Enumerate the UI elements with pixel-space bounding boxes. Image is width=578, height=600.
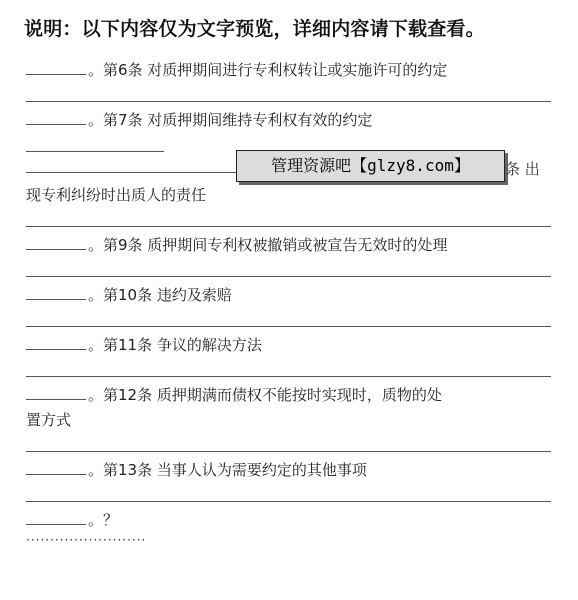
fill-blank (26, 335, 86, 350)
fill-blank (26, 235, 86, 250)
fill-blank (26, 110, 86, 125)
preview-notice: 说明：以下内容仅为文字预览，详细内容请下载查看。 (24, 18, 485, 40)
article-11: 。第11条 争议的解决方法 (26, 333, 551, 358)
document-body (26, 58, 551, 547)
watermark-banner: 管理资源吧【glzy8.com】 (236, 150, 505, 182)
article-8-blank-line (26, 172, 236, 173)
article-12-continuation: 置方式 (26, 411, 72, 429)
fill-blank (26, 460, 86, 475)
answer-line (26, 483, 551, 508)
answer-line (26, 358, 551, 383)
article-12: 。第12条 质押期满而债权不能按时实现时，质物的处 (26, 383, 551, 408)
article-10: 。第10条 违约及索赔 (26, 283, 551, 308)
article-13: 。第13条 当事人认为需要约定的其他事项 (26, 458, 551, 483)
answer-line (26, 308, 551, 333)
fill-blank (26, 60, 86, 75)
answer-line (26, 208, 551, 233)
article-9: 。第9条 质押期间专利权被撤销或被宣告无效时的处理 (26, 233, 551, 258)
dotted-leader: ························· (26, 533, 147, 547)
answer-line (26, 433, 551, 458)
fill-blank (26, 285, 86, 300)
article-8-continuation: 现专利纠纷时出质人的责任 (26, 186, 207, 204)
fill-blank (26, 510, 86, 525)
answer-line (26, 83, 551, 108)
article-8-tail: 条 出 (505, 160, 540, 178)
article-7: 。第7条 对质押期间维持专利权有效的约定 (26, 108, 551, 133)
final-item: 。？ (26, 508, 551, 533)
fill-blank (26, 385, 86, 400)
answer-line (26, 258, 551, 283)
article-6: 。第6条 对质押期间进行专利权转让或实施许可的约定 (26, 58, 551, 83)
